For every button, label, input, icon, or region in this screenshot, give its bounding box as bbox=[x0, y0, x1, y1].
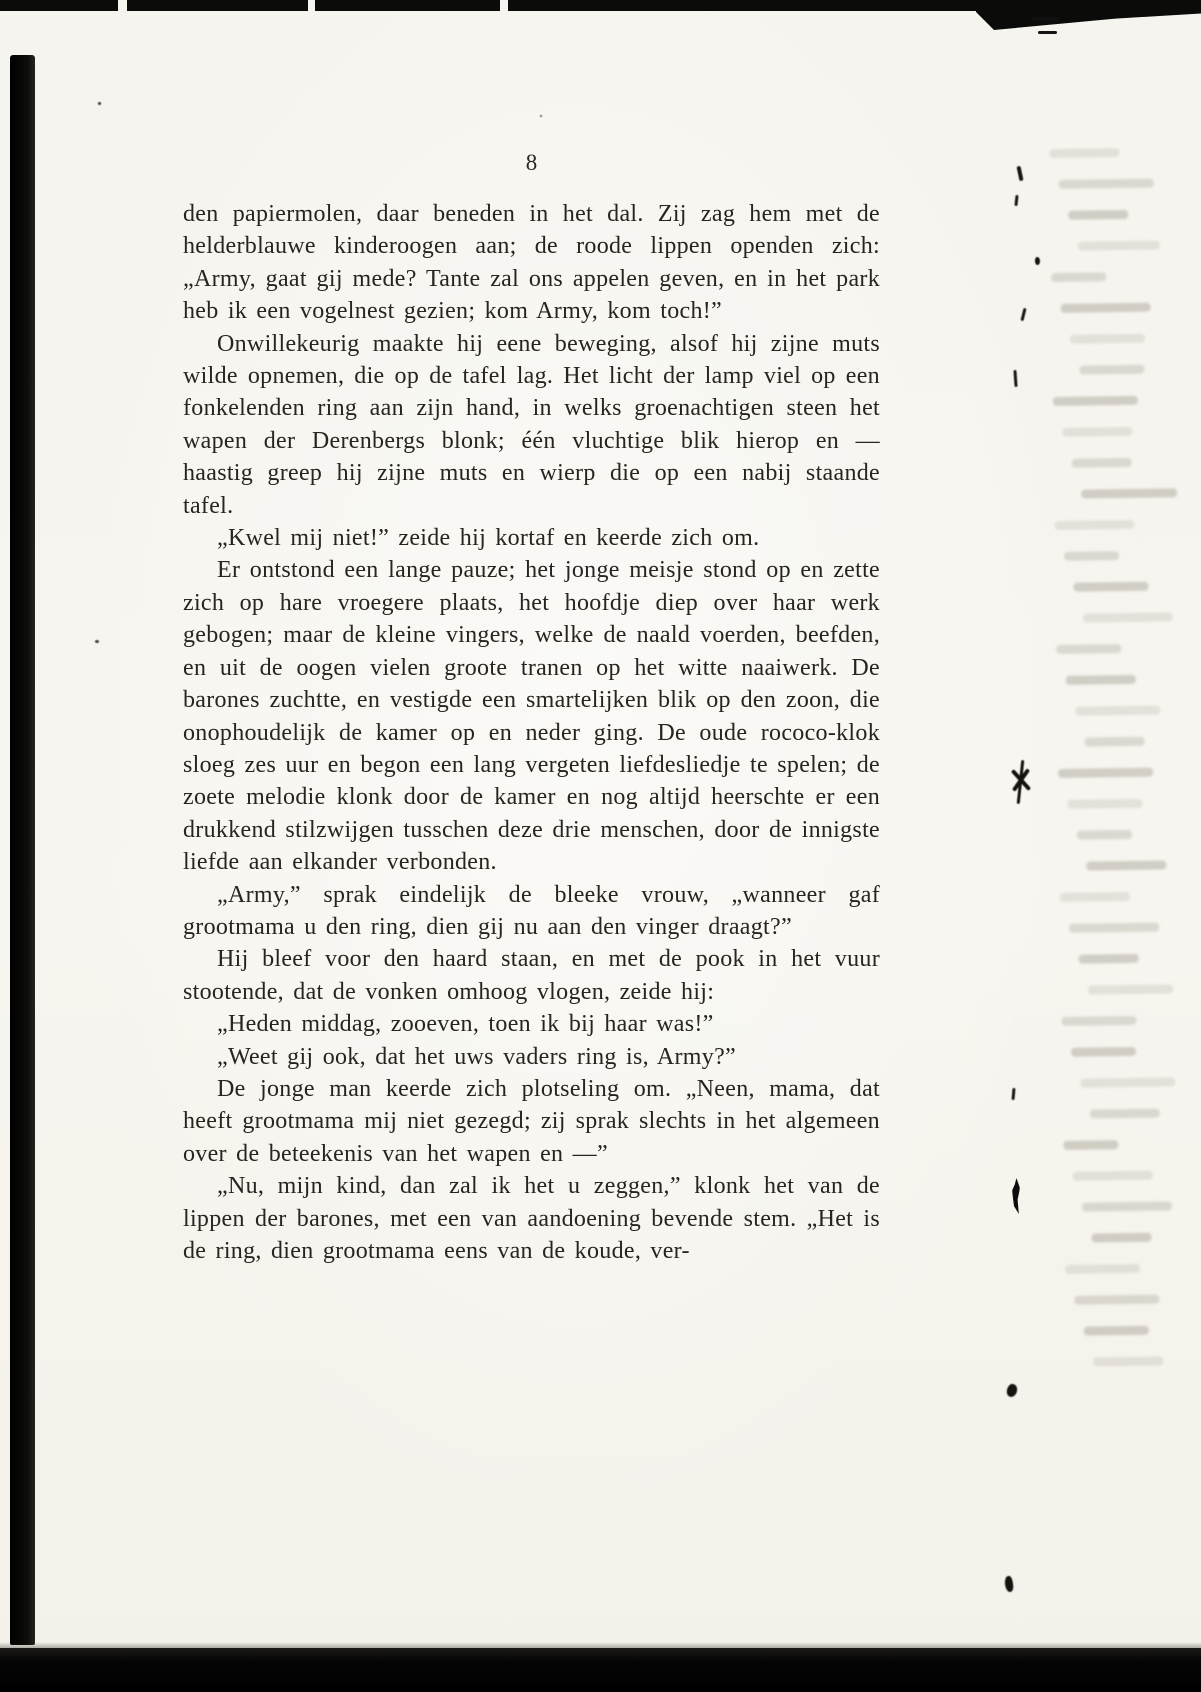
ink-mark bbox=[1005, 1383, 1019, 1399]
scan-top-right-corner bbox=[976, 0, 1201, 30]
bleed-through-line bbox=[1066, 675, 1136, 685]
bleed-through-line bbox=[1085, 737, 1145, 747]
bleed-through-line bbox=[1065, 1264, 1140, 1274]
ink-mark bbox=[1016, 166, 1023, 182]
paragraph-2: Onwillekeurig maakte hij eene beweging, alsof hij zijne muts wilde opnemen, die op de tafel lag. Het licht der lamp viel op een fonkelenden ring aan zijn hand, in welks groenachtigen steen het wapen der Derenbergs blonk; één vluchtige blik hierop en — haastig greep hij zijne muts en wierp die op een nabij staande tafel. bbox=[183, 330, 880, 519]
bleed-through-line bbox=[1062, 427, 1132, 437]
paragraph-9: De jonge man keerde zich plotseling om. „Neen, mama, dat heeft grootmama mij niet gezegd; zij sprak slechts in het algemeen over de beteekenis van het wapen en —” bbox=[183, 1075, 880, 1167]
scan-dash-mark bbox=[1032, 17, 1059, 21]
bleed-through-line bbox=[1075, 706, 1160, 716]
bleed-through-line bbox=[1061, 303, 1151, 313]
bleed-through-line bbox=[1067, 799, 1142, 809]
ink-mark bbox=[1020, 308, 1026, 321]
bleed-through-line bbox=[1072, 458, 1132, 468]
ink-mark-cross bbox=[1006, 760, 1036, 804]
bleed-through-line bbox=[1059, 179, 1154, 189]
text-block bbox=[183, 198, 880, 1267]
paragraph-6: Hij bleef voor den haard staan, en met de pook in het vuur stootende, dat de vonken omhoog vlogen, zeide hij: bbox=[183, 946, 880, 1005]
bleed-through-line bbox=[1091, 1233, 1151, 1243]
page-number: 8 bbox=[525, 150, 538, 175]
bleed-through-line bbox=[1081, 488, 1177, 498]
bleed-through-line bbox=[1058, 768, 1153, 778]
bleed-through-line bbox=[1086, 860, 1166, 870]
bleed-through-line bbox=[1055, 520, 1135, 530]
bleed-through-line bbox=[1080, 1077, 1175, 1087]
bleed-through-line bbox=[1079, 954, 1139, 964]
ink-mark bbox=[1035, 257, 1040, 265]
paragraph-3: „Kwel mij niet!” zeide hij kortaf en keerde zich om. bbox=[217, 525, 760, 552]
bleed-through-line bbox=[1090, 1109, 1160, 1119]
bleed-through-line bbox=[1068, 210, 1128, 220]
bleed-through-line bbox=[1093, 1357, 1163, 1367]
bleed-through-line bbox=[1051, 272, 1106, 282]
bleed-through-line bbox=[1084, 1326, 1149, 1336]
paragraph-7: „Heden middag, zooeven, toen ik bij haar was!” bbox=[217, 1011, 714, 1038]
bleed-through-line bbox=[1082, 1201, 1172, 1211]
ink-speck bbox=[98, 102, 101, 105]
bleed-through-line bbox=[1079, 365, 1144, 375]
bleed-through-line bbox=[1069, 923, 1159, 933]
scan-left-edge-bar bbox=[10, 55, 35, 1645]
bleed-through-line bbox=[1073, 1171, 1153, 1181]
bleed-through-line bbox=[1056, 644, 1121, 654]
ink-speck bbox=[540, 115, 542, 117]
ink-mark bbox=[1004, 1575, 1015, 1592]
paragraph-1: den papiermolen, daar beneden in het dal. Zij zag hem met de helderblauwe kinderoogen aan; de roode lippen openden zich: „Army, gaat gij mede? Tante zal ons appelen geven, en in het park heb ik een vogelnest gezien; kom Army, kom toch!” bbox=[183, 201, 880, 325]
bleed-through-line bbox=[1060, 892, 1130, 902]
bleed-through-line bbox=[1083, 612, 1173, 622]
bleed-through-line bbox=[1078, 240, 1160, 250]
bleed-through-line bbox=[1070, 334, 1145, 344]
scan-bottom-edge bbox=[0, 1648, 1201, 1692]
bleed-through-column bbox=[1049, 147, 1201, 1389]
bleed-through-line bbox=[1071, 1047, 1136, 1057]
bleed-through-line bbox=[1061, 1016, 1136, 1026]
paragraph-10: „Nu, mijn kind, dan zal ik het u zeggen,” klonk het van de lippen der barones, met een van aandoening bevende stem. „Het is de ring, dien grootmama eens van de koude, ver- bbox=[183, 1173, 880, 1264]
scan-dash-mark bbox=[1038, 31, 1057, 34]
paragraph-5: „Army,” sprak eindelijk de bleeke vrouw, „wanneer gaf grootmama u den ring, dien gij nu aan den vinger draagt?” bbox=[183, 881, 880, 940]
bleed-through-line bbox=[1063, 1140, 1118, 1150]
ink-mark bbox=[1013, 370, 1017, 387]
bleed-through-line bbox=[1049, 148, 1119, 158]
bleed-through-line bbox=[1053, 396, 1138, 406]
ink-mark bbox=[1011, 1088, 1015, 1100]
paragraph-4: Er ontstond een lange pauze; het jonge meisje stond op en zette zich op hare vroegere plaats, het hoofdje diep over haar werk gebogen; maar de kleine vingers, welke de naald voerden, beefden, en uit de oogen vielen groote tranen op het witte naaiwerk. De barones zuchtte, en vestigde een smartelijken blik op den zoon, die onophoudelijk de kamer op en neder ging. De oude rococo-klok sloeg zes uur en begon een lang vergeten liefdesliedje te spelen; de zoete melodie klonk door de kamer en nog altijd heerschte er een drukkend stilzwijgen tusschen deze drie menschen, door de innigste liefde aan elkander verbonden. bbox=[183, 557, 880, 876]
bleed-through-line bbox=[1064, 551, 1119, 561]
ink-mark-dagger bbox=[1012, 1178, 1020, 1214]
bleed-through-line bbox=[1074, 1295, 1159, 1305]
paragraph-8: „Weet gij ook, dat het uws vaders ring is, Army?” bbox=[217, 1043, 736, 1070]
scan-top-edge-notch bbox=[308, 0, 315, 12]
scan-top-edge-notch bbox=[500, 0, 508, 12]
bleed-through-line bbox=[1088, 984, 1173, 994]
bleed-through-line bbox=[1077, 830, 1132, 840]
bleed-through-line bbox=[1073, 582, 1148, 592]
ink-mark bbox=[1014, 195, 1018, 206]
ink-speck bbox=[95, 640, 99, 643]
scan-top-edge-notch bbox=[118, 0, 127, 12]
